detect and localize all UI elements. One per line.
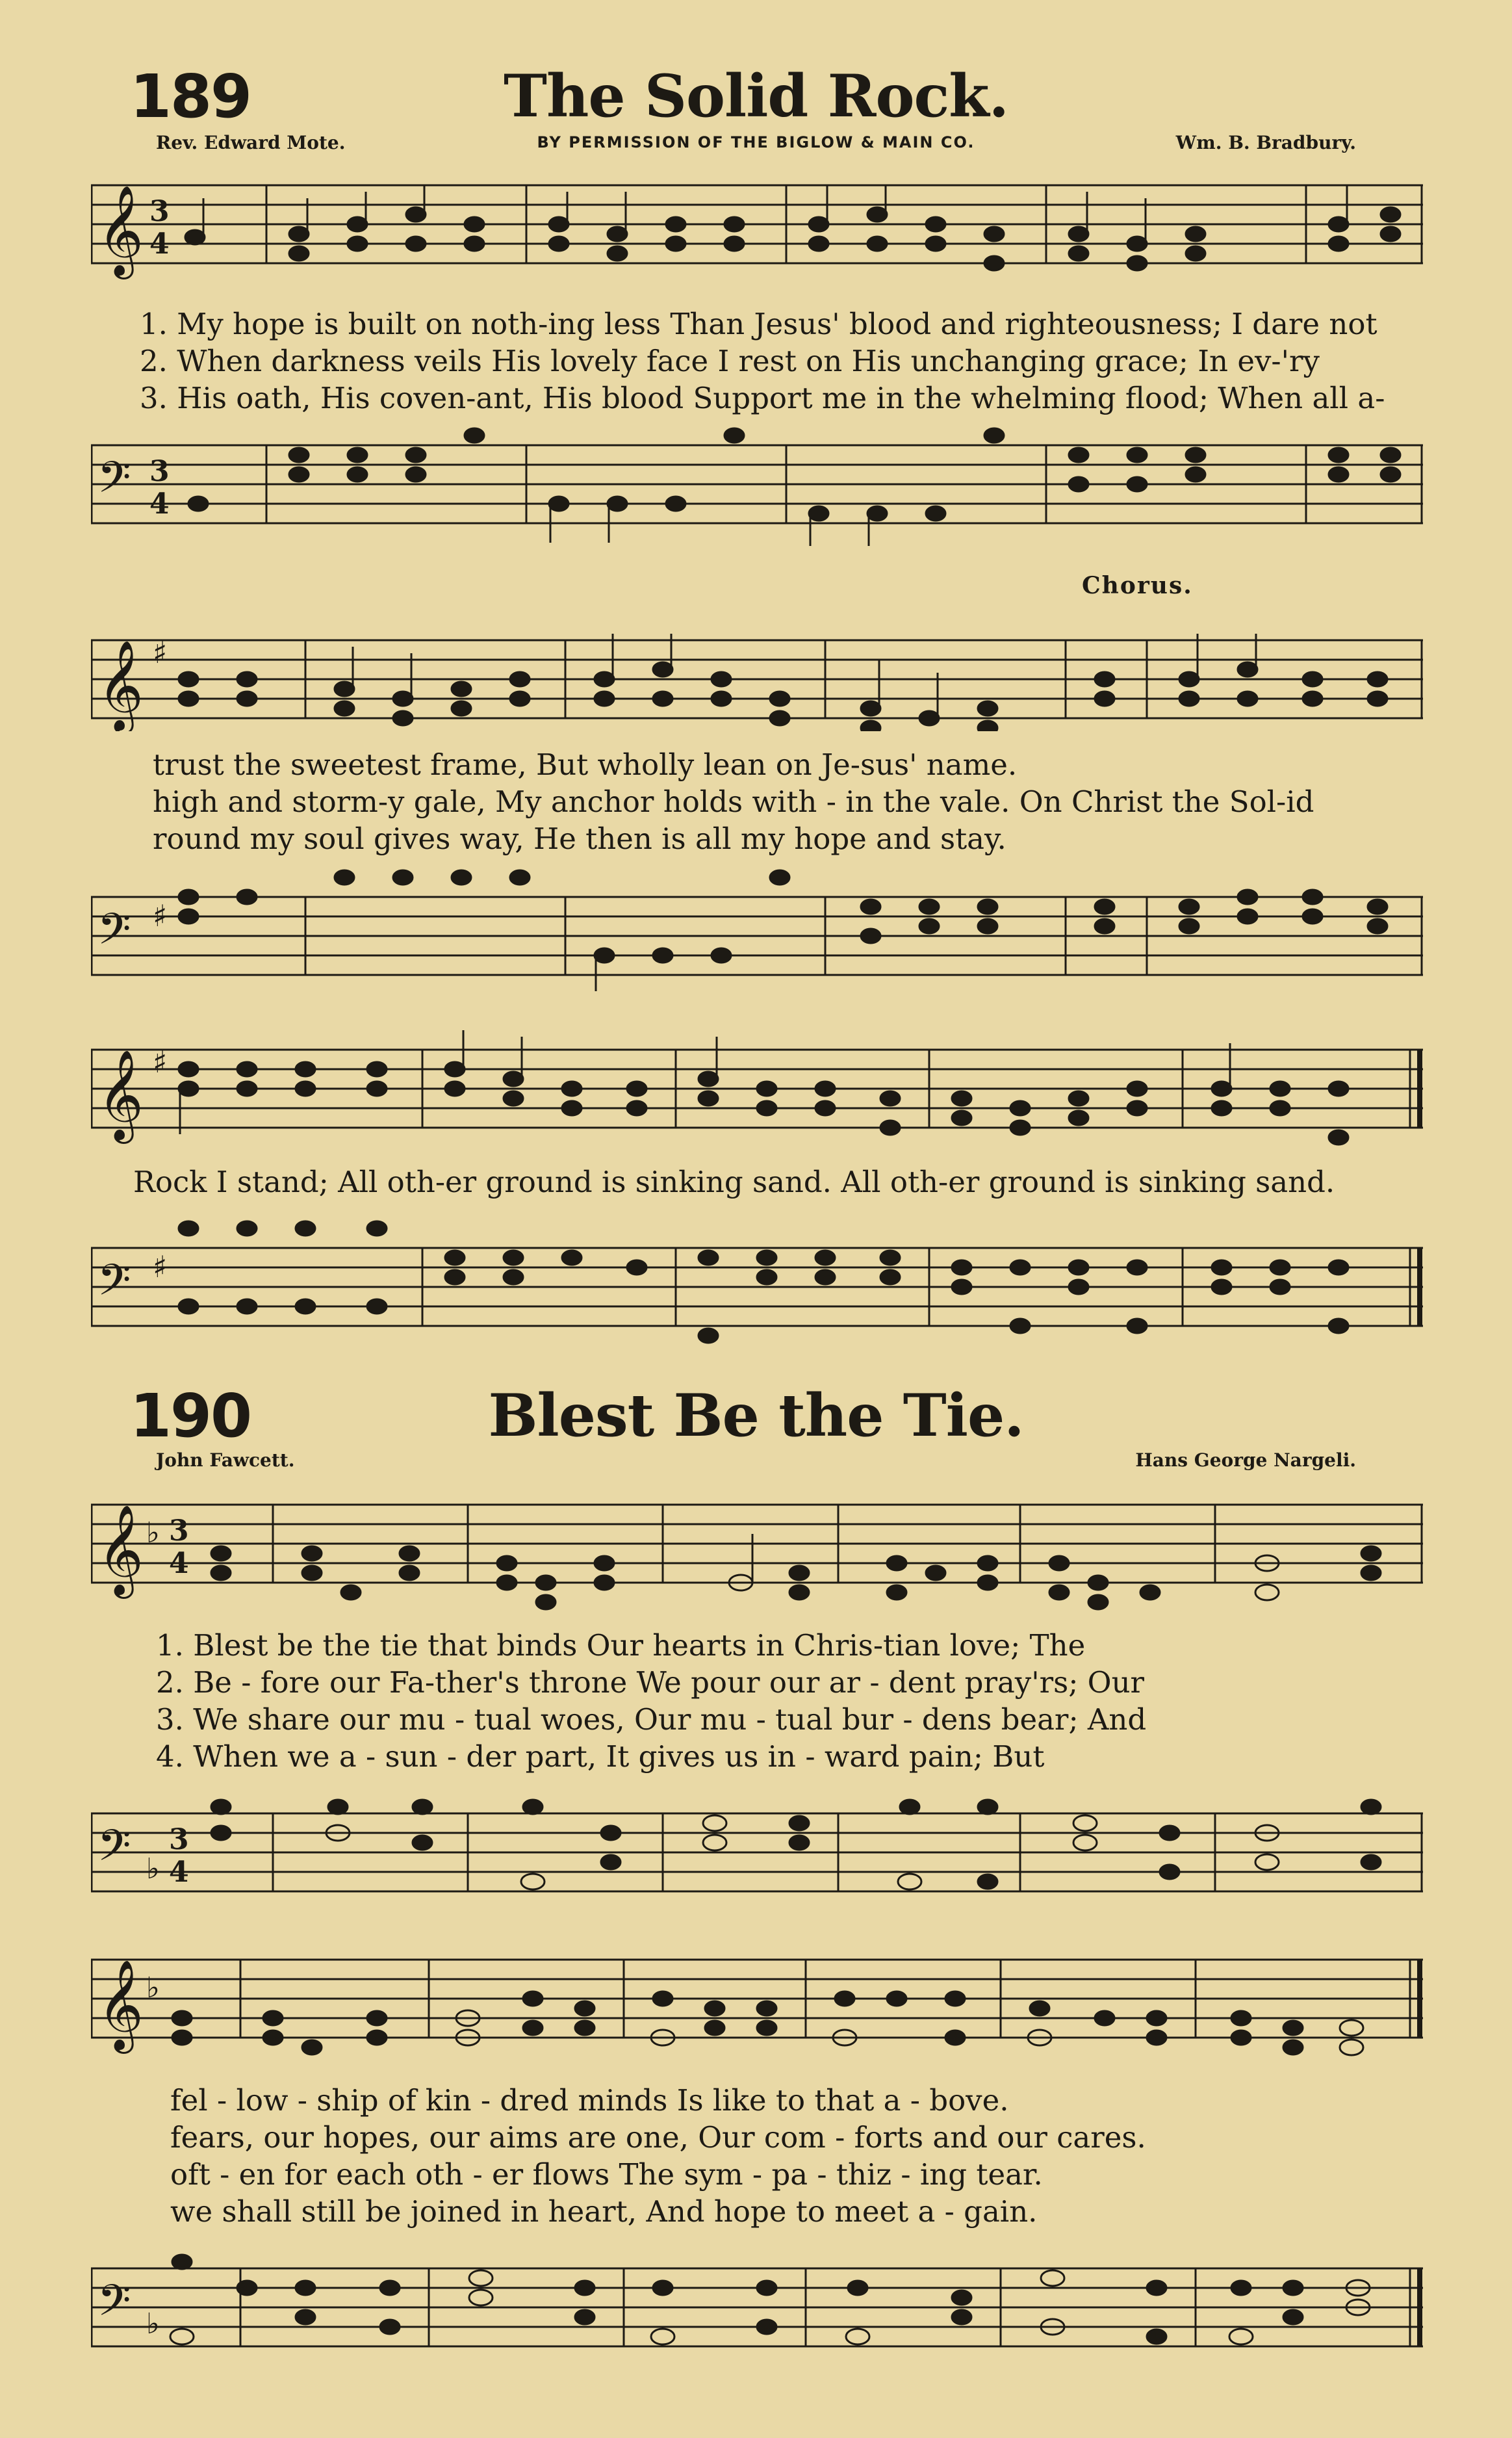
permission-notice: BY PERMISSION OF THE BIGLOW & MAIN CO. (537, 133, 975, 151)
composer-credit: Wm. B. Bradbury. (1175, 132, 1356, 153)
hymn-title: The Solid Rock. (504, 62, 1008, 131)
treble-staff (91, 172, 1423, 283)
svg-text:𝄢: 𝄢 (97, 452, 131, 513)
svg-text:♯: ♯ (153, 635, 168, 670)
bass-staff (91, 426, 1423, 549)
hymn-189-verses-1 (140, 305, 1420, 417)
bass-staff (91, 1215, 1423, 1378)
lyric-line: oft - en for each oth - er flows The sym - pa - thiz - ing tear. (170, 2157, 1043, 2192)
svg-text:♭: ♭ (146, 1971, 160, 2004)
lyric-line: round my soul gives way, He then is all my hope and stay. (153, 822, 1006, 856)
svg-text:𝄞: 𝄞 (97, 1960, 144, 2050)
hymn-title: Blest Be the Tie. (488, 1381, 1024, 1450)
lyric-line: 3. His oath, His coven-ant, His blood Support me in the whelming flood; When all a- (140, 381, 1385, 415)
lyric-line: Rock I stand; All oth-er ground is sinking sand. All oth-er ground is sinking sand. (133, 1165, 1335, 1199)
hymn-190-verses-2 (170, 2082, 1450, 2230)
bass-staff (91, 1781, 1423, 1911)
lyric-line: 1. Blest be the tie that binds Our hearts in Chris-tian love; The (156, 1628, 1086, 1663)
hymn-190-verses-1 (156, 1627, 1436, 1775)
svg-text:3: 3 (149, 455, 170, 488)
treble-staff (91, 1485, 1423, 1615)
lyric-line: 4. When we a - sun - der part, It gives us in - ward pain; But (156, 1739, 1045, 1774)
svg-text:3: 3 (169, 1514, 189, 1548)
treble-staff (91, 1940, 1423, 2070)
chorus-label: Chorus. (1082, 572, 1193, 599)
lyric-line: we shall still be joined in heart, And hope to meet a - gain. (170, 2194, 1038, 2229)
lyric-line: high and storm-y gale, My anchor holds with - in the vale. On Christ the Sol-id (153, 785, 1314, 819)
svg-text:𝄞: 𝄞 (97, 640, 144, 731)
lyric-line: fel - low - ship of kin - dred minds Is like to that a - bove. (170, 2083, 1009, 2118)
treble-staff (91, 608, 1423, 731)
hymn-189-verses-2 (153, 746, 1433, 857)
lyricist-credit: John Fawcett. (156, 1449, 295, 1471)
svg-text:4: 4 (149, 227, 170, 261)
hymn-number: 189 (130, 62, 251, 131)
treble-staff (91, 1017, 1423, 1154)
svg-text:♭: ♭ (146, 1852, 160, 1886)
hymn-189-refrain (133, 1163, 1413, 1200)
svg-text:4: 4 (169, 1856, 189, 1889)
bass-staff (91, 2236, 1423, 2392)
svg-text:𝄞: 𝄞 (97, 1505, 144, 1595)
svg-text:𝄞: 𝄞 (97, 1050, 144, 1140)
lyric-line: 3. We share our mu - tual woes, Our mu - tual bur - dens bear; And (156, 1702, 1147, 1737)
lyric-line: fears, our hopes, our aims are one, Our com - forts and our cares. (170, 2120, 1146, 2155)
lyric-line: trust the sweetest frame, But wholly lean on Je-sus' name. (153, 747, 1018, 782)
svg-text:𝄢: 𝄢 (97, 1821, 131, 1881)
svg-text:♯: ♯ (153, 1249, 168, 1284)
svg-text:♯: ♯ (153, 1044, 168, 1080)
svg-text:4: 4 (169, 1547, 189, 1580)
svg-text:𝄢: 𝄢 (97, 2276, 131, 2336)
svg-text:♭: ♭ (146, 2307, 160, 2341)
lyric-line: 2. Be - fore our Fa-ther's throne We pour our ar - dent pray'rs; Our (156, 1665, 1145, 1700)
hymn-number: 190 (130, 1381, 251, 1451)
hymn-189-header (97, 62, 1415, 153)
svg-text:♭: ♭ (146, 1516, 160, 1550)
svg-text:3: 3 (169, 1823, 189, 1856)
bass-staff (91, 864, 1423, 994)
lyric-line: 1. My hope is built on noth-ing less Than Jesus' blood and righteousness; I dare not (140, 307, 1377, 341)
composer-credit: Hans George Nargeli. (1135, 1449, 1356, 1471)
svg-text:𝄢: 𝄢 (97, 1255, 131, 1316)
lyricist-credit: Rev. Edward Mote. (156, 132, 346, 153)
lyric-line: 2. When darkness veils His lovely face I rest on His unchanging grace; In ev-'ry (140, 344, 1320, 378)
svg-text:𝄞: 𝄞 (97, 185, 144, 276)
hymn-190-header (97, 1381, 1415, 1472)
svg-text:3: 3 (149, 195, 170, 228)
svg-text:4: 4 (149, 487, 170, 521)
svg-text:♯: ♯ (153, 898, 168, 933)
svg-text:𝄢: 𝄢 (97, 904, 131, 965)
